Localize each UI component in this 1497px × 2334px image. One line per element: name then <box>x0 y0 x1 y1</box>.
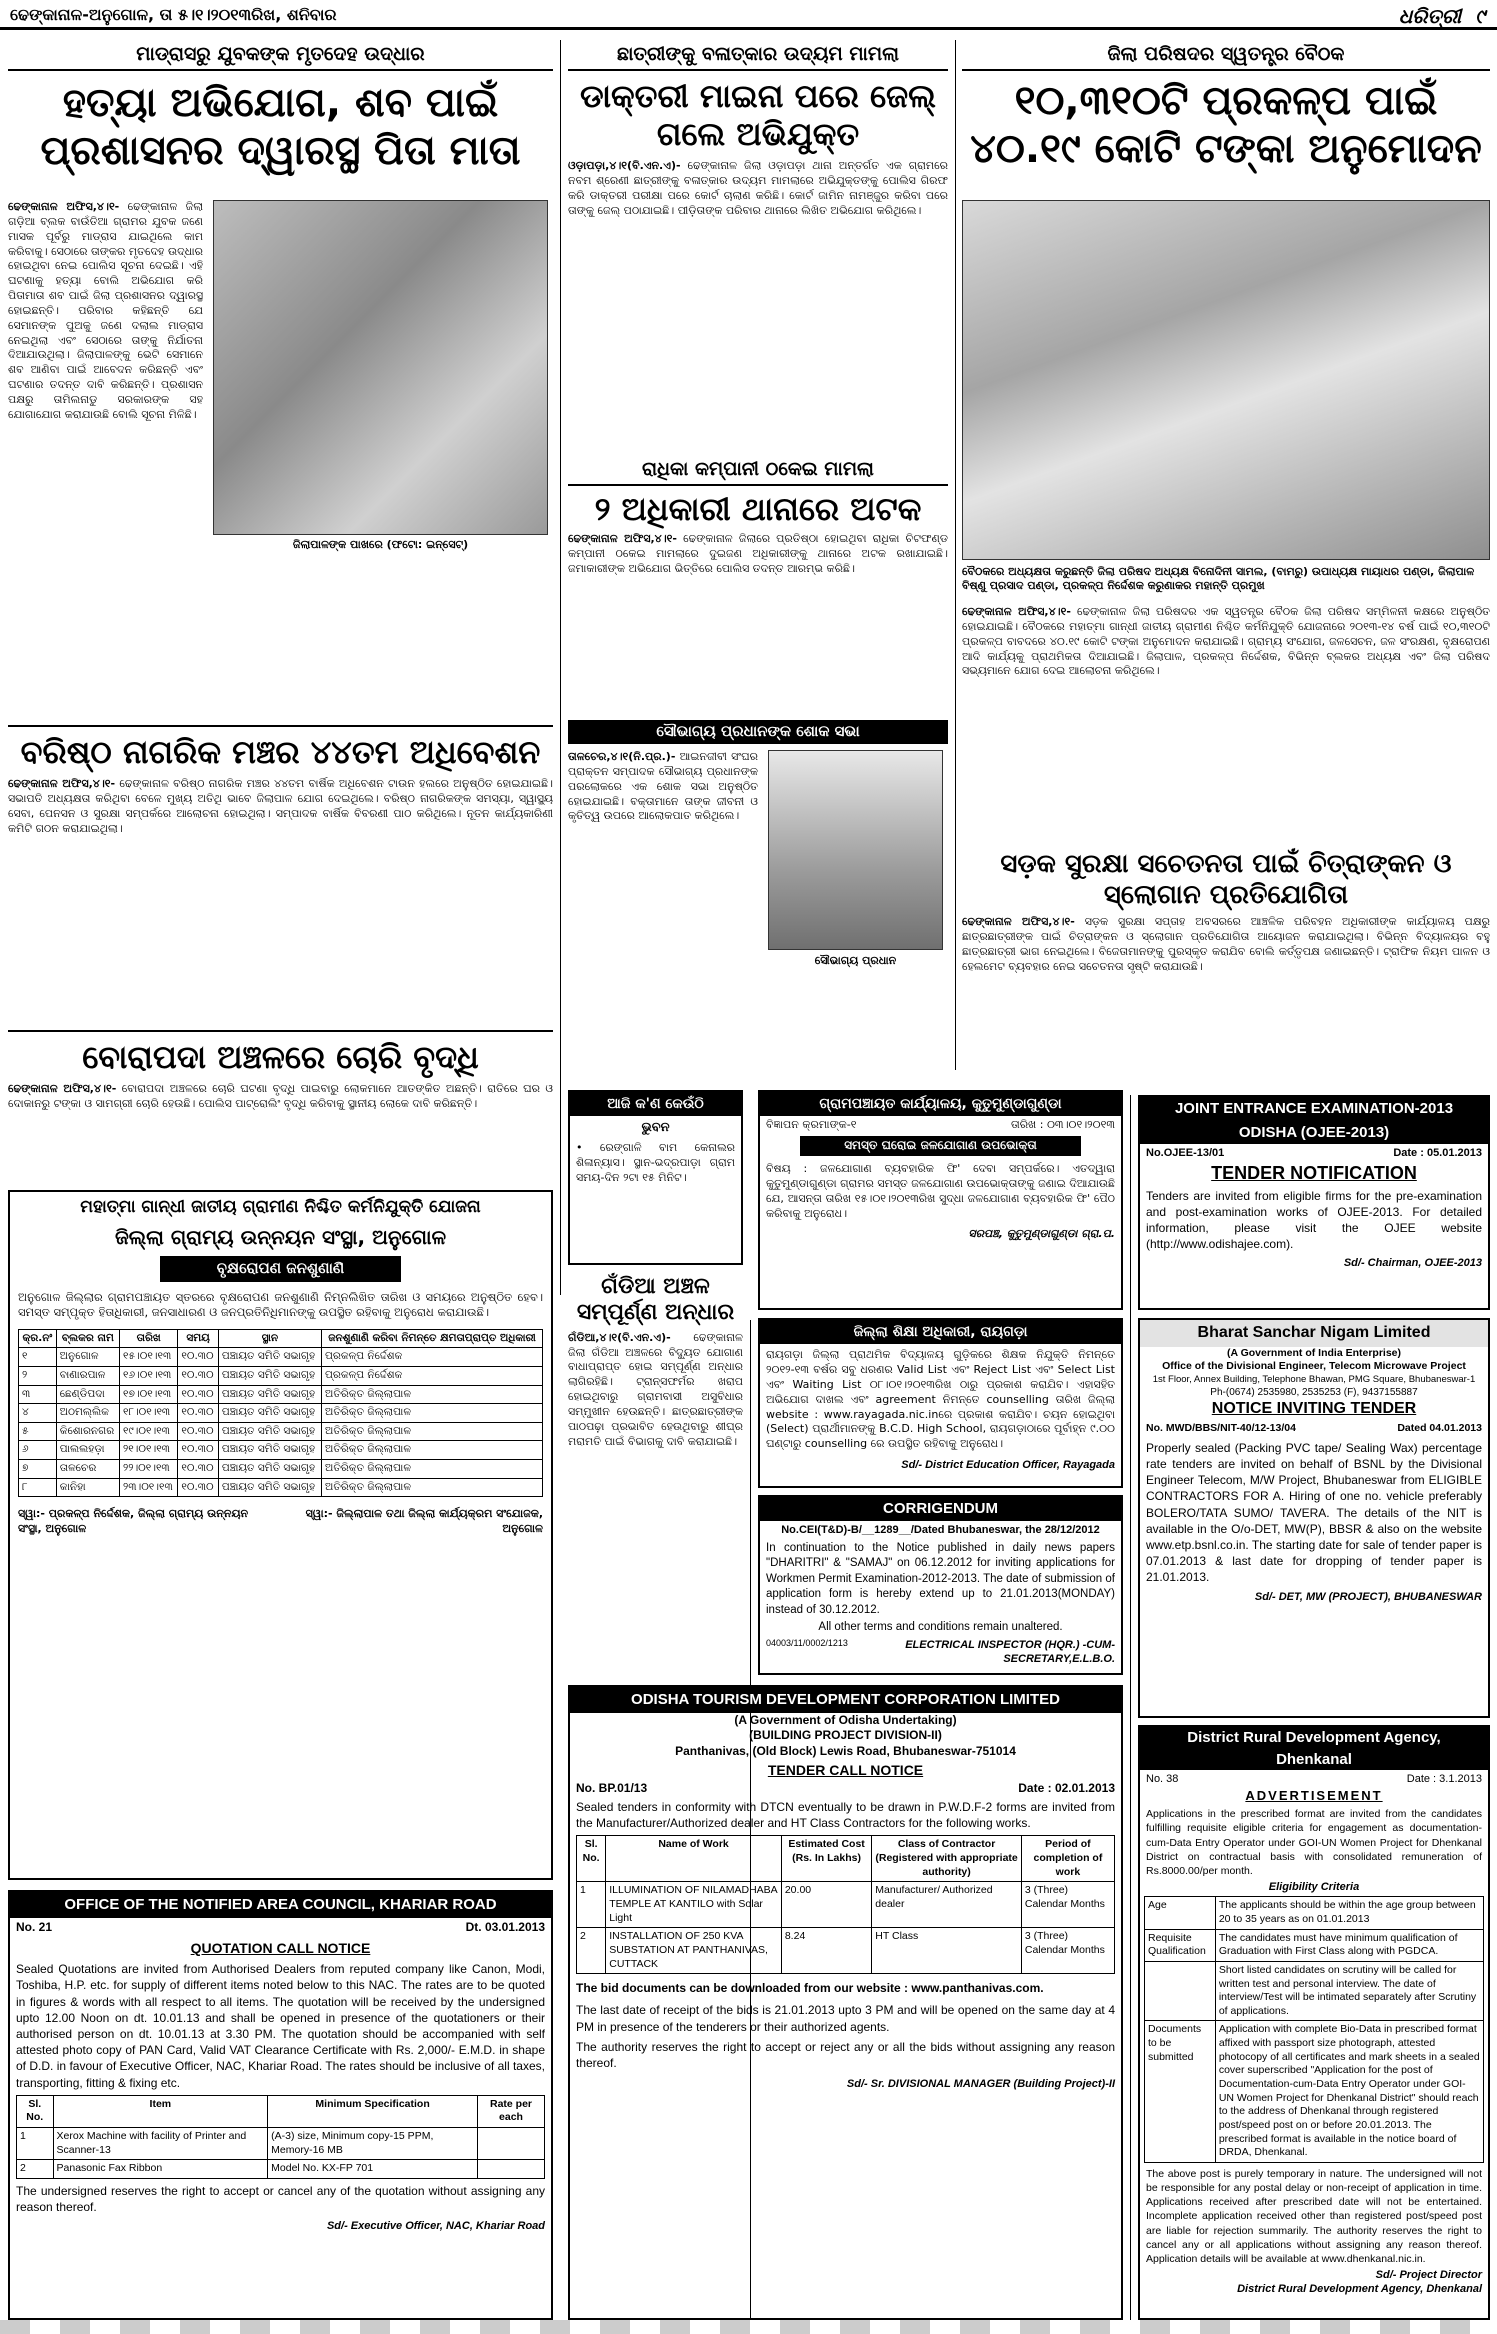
drda-table-row <box>1145 1929 1484 1961</box>
story-headline: ୧୦,୩୧୦ଟି ପ୍ରକଳ୍ପ ପାଇଁ ୪୦.୧୯ କୋଟି ଟଙ୍କା ଅନୁମୋଦନ <box>970 77 1482 172</box>
photo-caption: ଜିଲାପାଳଙ୍କ ପାଖରେ (ଫଟୋ: ଇନ୍‌ସେଟ୍) <box>292 538 469 551</box>
mgnrega-table-header-cell: ତାରିଖ <box>119 1329 177 1348</box>
ad-body: ରାୟଗଡ଼ା ଜିଲ୍ଲା ପ୍ରାଥମିକ ବିଦ୍ୟାଳୟ ଗୁଡ଼ିକରେ ଶିକ୍ଷକ ନିଯୁକ୍ତି ନିମନ୍ତେ ୨୦୧୨-୧୩ ବର୍ଷର ସବୁ ଧରଣର Valid List ଏବଂ Reject List ଏବଂ Select List ଏବଂ Waiting List ୦୮।୦୧।୨୦୧୩ରିଖ ଠାରୁ ପ୍ରକାଶ କରାଯିବ। ଏହାସହିତ ଅଭିଯୋଗ ଦାଖଲ ଏବଂ agreement ନିମନ୍ତେ counselling ତାରିଖ ଜିଲ୍ଲା website : www.rayagada.nic.inରେ ପ୍ରକାଶ କରାଯିବ। ଚୟନ ହୋଇଥିବା (Select) ପ୍ରାର୍ଥୀମାନଙ୍କୁ B.C.D. High School, ରାୟଗଡ଼ାଠାରେ ପୂର୍ବାହ୍ନ ୯.୦୦ ଘଣ୍ଟାରୁ counselling ରେ ଉପସ୍ଥିତ ରହିବାକୁ ଅନୁରୋଧ। <box>766 1348 1115 1451</box>
ad-date: Dated 04.01.2013 <box>1397 1422 1482 1435</box>
story-borapada-theft <box>8 1030 553 1180</box>
ad-para-1: The bid documents can be downloaded from our website : www.panthanivas.com. <box>576 1981 1044 1996</box>
ad-subtitle-2: Office of the Divisional Engineer, Telecom Microwave Project <box>1162 1360 1466 1373</box>
drda-table-cell: Documents to be submitted <box>1145 2021 1216 2162</box>
today-events-text: • ରେଙ୍ଗାଳି ବାମ କେନାଲର ଶିଳାନ୍ୟାସ। ସ୍ଥାନ-ଭଦ୍ରପାଡ଼ା ଗ୍ରାମ ସମୟ-ଦିନ ୨ଟା ୧୫ ମିନିଟ। <box>576 1141 735 1184</box>
story-accused-jailed <box>568 40 948 450</box>
page-bottom-strip <box>0 2320 1497 2334</box>
ad-date: Date : 3.1.2013 <box>1406 1773 1482 1785</box>
otdc-table-cell: HT Class <box>872 1928 1022 1974</box>
ad-number: ବିଜ୍ଞାପନ କ୍ରମାଙ୍କ-୧ <box>766 1118 857 1132</box>
otdc-table-cell: Manufacturer/ Authorized dealer <box>872 1882 1022 1928</box>
ad-notice-title: TENDER CALL NOTICE <box>767 1762 924 1779</box>
mgnrega-table-cell: ତାଳଚେର <box>56 1460 119 1479</box>
story-text: ଢେଙ୍କାନାଳ ଜିଲାରେ ପ୍ରତିଷ୍ଠା ହୋଇଥିବା ରାଧିକା ଚିଟଫଣ୍ଡ କମ୍ପାନୀ ଠକେଇ ମାମଲାରେ ଦୁଇଜଣ ଅଧିକାରୀଙ୍କୁ ଥାନାରେ ଅଟକ ରଖାଯାଇଛି। ଜମାକାରୀଙ୍କ ଅଭିଯୋଗ ଭିତ୍ତିରେ ପୋଲିସ ତଦନ୍ତ ଆରମ୍ଭ କରିଛି। <box>568 532 948 575</box>
nac-table-cell: (A-3) size, Minimum copy-15 PPM, Memory-16 MB <box>268 2128 478 2160</box>
ad-footer <box>760 1636 1121 1669</box>
mgnrega-table-cell: ଅତିରିକ୍ତ ଜିଲ୍ଲାପାଳ <box>322 1385 543 1404</box>
mgnrega-table-cell: ୧୦.୩୦ <box>178 1348 218 1367</box>
otdc-table-header-cell: Period of completion of work <box>1021 1836 1114 1882</box>
mgnrega-table-header-cell: ସ୍ଥାନ <box>218 1329 321 1348</box>
mgnrega-table-cell: ପ୍ରକଳ୍ପ ନିର୍ଦ୍ଦେଶକ <box>322 1348 543 1367</box>
story-dateline: ଓଡ଼ାପଡ଼ା,୪।୧(ବି.ଏନ.ଏ)- <box>568 159 681 173</box>
otdc-table-cell: 2 <box>577 1928 606 1974</box>
mgnrega-table-cell: ୧୬।୦୧।୧୩ <box>119 1366 177 1385</box>
folio-page <box>1399 3 1485 29</box>
otdc-table-cell: ILLUMINATION OF NILAMADHABA TEMPLE AT KANTILO with Solar Light <box>606 1882 782 1928</box>
nac-table-cell: 1 <box>17 2128 54 2160</box>
ad-meta <box>570 1781 1121 1797</box>
folio-dateline: ଢେଙ୍କାନାଳ-ଅନୁଗୋଳ, ତା ୫।୧।୨୦୧୩ରିଖ, ଶନିବାର <box>10 5 337 24</box>
ad-criteria-title: Eligibility Criteria <box>1268 1881 1360 1894</box>
ad-signature: ସରପଞ୍ଚ, କୁତୁମୁଣ୍ଡାଗୁଣ୍ଡା ଗ୍ରା.ପ. <box>968 1227 1115 1241</box>
ad-number: No. 38 <box>1146 1773 1179 1785</box>
nac-table-cell: Xerox Machine with facility of Printer and Scanner-13 <box>53 2128 268 2160</box>
nac-table-header-cell: Item <box>53 2095 268 2127</box>
story-headline: ବୋରାପଦା ଅଞ୍ଚଳରେ ଚୋରି ବୃଦ୍ଧି <box>82 1038 479 1076</box>
nac-table-cell: 2 <box>17 2160 54 2179</box>
column-rule <box>955 40 956 1070</box>
story-body <box>568 1331 743 1450</box>
today-events-title: ଆଜି କ'ଣ କେଉଁଠି <box>570 1092 741 1116</box>
otdc-table-header-cell: Name of Work <box>606 1836 782 1882</box>
mgnrega-table-header-cell: ଜନଶୁଣାଣି କରିବା ନିମନ୍ତେ କ୍ଷମତାପ୍ରାପ୍ତ ଅଧିକାରୀ <box>322 1329 543 1348</box>
ad-notice-title: NOTICE INVITING TENDER <box>1211 1400 1417 1418</box>
story-text: ଢେଙ୍କାନାଳ ଜିଲା ଓଡ଼ାପଡ଼ା ଥାନା ଅନ୍ତର୍ଗତ ଏକ ଗ୍ରାମରେ ନବମ ଶ୍ରେଣୀ ଛାତ୍ରୀଙ୍କୁ ବଳାତ୍କାର ଉଦ୍ୟମ ମାମଲାରେ ଅଭିଯୁକ୍ତଙ୍କୁ ପୋଲିସ ଗିରଫ କରି ଡାକ୍ତରୀ ପରୀକ୍ଷା ପରେ କୋର୍ଟ ଚାଲାଣ କରିଛି। କୋର୍ଟ ଜାମିନ ନାମଞ୍ଜୁର କରିବା ପରେ ତାଙ୍କୁ ଜେଲ୍ ପଠାଯାଇଛି। ପୀଡ଼ିତାଙ୍କ ପରିବାର ଥାନାରେ ଲିଖିତ ଅଭିଯୋଗ କରିଥିଲେ। <box>568 159 948 217</box>
mgnrega-table-cell: ୧୦.୩୦ <box>178 1460 218 1479</box>
column-rule <box>1130 1095 1131 2320</box>
story-headline: ସଡ଼କ ସୁରକ୍ଷା ସଚେତନତା ପାଇଁ ଚିତ୍ରାଙ୍କନ ଓ ସ୍ଲୋଗାନ ପ୍ରତିଯୋଗିତା <box>1000 849 1452 911</box>
section-rule <box>8 1030 553 1032</box>
drda-table-cell: Age <box>1145 1897 1216 1929</box>
mgnrega-table-cell: ୧୦.୩୦ <box>178 1366 218 1385</box>
mgnrega-table-cell: ୮ <box>19 1478 57 1497</box>
ad-body: Sealed Quotations are invited from Authorised Dealers from reputed company like Canon, Modi, Toshiba, H.P. etc. for supply of different items noted below to this NAC. The rates are to be quoted in figures & words with all respect to all items. The quotation will be received by the undersigned upto 12.00 Noon on dt. 10.01.13 and shall be opened in presence of the quotationers or their authorised person on dt. 10.01.13 at 3.30 PM. The quotation should be accompanied with self attested photo copy of PAN Card, Valid VAT Clearance Certificate with Rs. 2,000/- E.M.D. in shape of D.D. in favour of Executive Officer, NAC, Khariar Road. The rates should be inclusive of all taxes, transporting, fitting & fixing etc. <box>16 1962 545 2090</box>
ad-title: OFFICE OF THE NOTIFIED AREA COUNCIL, KHARIAR ROAD <box>10 1892 551 1918</box>
mgnrega-table-cell: ୨୩।୦୧।୧୩ <box>119 1478 177 1497</box>
ad-signature: Sd/- DET, MW (PROJECT), BHUBANESWAR <box>1254 1590 1482 1603</box>
ad-title-1: ମହାତ୍ମା ଗାନ୍ଧୀ ଜାତୀୟ ଗ୍ରାମୀଣ ନିଶ୍ଚିତ କର୍ମନିଯୁକ୍ତି ଯୋଜନା <box>80 1197 481 1217</box>
mgnrega-table-cell: କିଶୋରନଗର <box>56 1422 119 1441</box>
mgnrega-table-cell: ୨୨।୦୧।୧୩ <box>119 1460 177 1479</box>
ad-title: ଜିଲ୍ଲା ଶିକ୍ଷା ଅଧିକାରୀ, ରାୟଗଡ଼ା <box>760 1320 1121 1344</box>
story-text: ଢେଙ୍କାନାଳ ବରିଷ୍ଠ ନାଗରିକ ମଞ୍ଚର ୪୪ତମ ବାର୍ଷିକ ଅଧିବେଶନ ଟାଉନ ହଲରେ ଅନୁଷ୍ଠିତ ହୋଇଯାଇଛି। ସଭାପତି ଅଧ୍ୟକ୍ଷତା କରିଥିବା ବେଳେ ମୁଖ୍ୟ ଅତିଥି ଭାବେ ଜିଲାପାଳ ଯୋଗ ଦେଇଥିଲେ। ବରିଷ୍ଠ ନାଗରିକଙ୍କ ସମସ୍ୟା, ସ୍ୱାସ୍ଥ୍ୟ ସେବା, ପେନସନ ଓ ସୁରକ୍ଷା ସମ୍ପର୍କରେ ଆଲୋଚନା ହୋଇଥିଲା। ସମ୍ପାଦକ ବାର୍ଷିକ ବିବରଣୀ ପାଠ କରିଥିଲେ। ନୂତନ କାର୍ଯ୍ୟକାରିଣୀ କମିଟି ଗଠନ କରାଯାଇଥିଲା। <box>8 777 553 835</box>
story-headline: ବରିଷ୍ଠ ନାଗରିକ ମଞ୍ଚର ୪୪ତମ ଅଧିବେଶନ <box>20 733 541 771</box>
ad-signature-2: ସ୍ୱା:- ଜିଲ୍ଲାପାଳ ତଥା ଜିଲ୍ଲା କାର୍ଯ୍ୟକ୍ରମ ସଂଯୋଜକ, ଅନୁଗୋଳ <box>305 1507 543 1535</box>
ad-notice-title: QUOTATION CALL NOTICE <box>190 1940 371 1957</box>
story-dateline: ଢେଙ୍କାନାଳ ଅଫିସ,୪।୧- <box>8 1082 117 1096</box>
ad-title-1: JOINT ENTRANCE EXAMINATION-2013 <box>1140 1097 1488 1121</box>
mgnrega-table-cell: ଛେଣ୍ଡିପଦା <box>56 1385 119 1404</box>
mgnrega-table-cell: ୧ <box>19 1348 57 1367</box>
ad-intro: Applications in the prescribed format are invited from the candidates fulfilling requisite eligible criteria for engagement as documentation-cum-Data Entry Operator under GOI-UN Women Project for Dhenkanal District on contractual basis with consolidated remuneration of Rs.8000.00/per month. <box>1146 1808 1482 1877</box>
ad-footer: The above post is purely temporary in nature. The undersigned will not be responsible for any postal delay or non-receipt of application in time. Applications received after prescribed date will not be entertained. Incomplete application received other than registered post/speed post are liable for rejection summarily. The authority reserves the right to cancel any or all applications without assigning any reason thereof. Application details will be available at www.dhenkanal.nic.in. <box>1146 2167 1482 2265</box>
mgnrega-table-cell: ଅତିରିକ୍ତ ଜିଲ୍ଲାପାଳ <box>322 1441 543 1460</box>
drda-table-cell: The applicants should be within the age group between 20 to 35 years as on 01.01.2013 <box>1215 1897 1483 1929</box>
meeting-photo <box>962 200 1490 560</box>
ad-bsnl-tender <box>1138 1318 1490 1718</box>
story-body <box>8 200 203 428</box>
ad-signature: ELECTRICAL INSPECTOR (HQR.) -CUM-SECRETARY,E.L.B.O. <box>905 1638 1115 1666</box>
ad-notice-title: TENDER NOTIFICATION <box>1211 1163 1417 1184</box>
mgnrega-table-cell: ୩ <box>19 1385 57 1404</box>
ad-signature-1: Sd/- Project Director <box>1375 2269 1482 2282</box>
photo-caption: ବୈଠକରେ ଅଧ୍ୟକ୍ଷତା କରୁଛନ୍ତି ଜିଲା ପରିଷଦ ଅଧ୍ୟକ୍ଷ ବିନୋଦିନୀ ସାମଲ, (ବାମରୁ) ଉପାଧ୍ୟକ୍ଷ ମାୟାଧର ପଣ୍ଡା, ଜିଲାପାଳ ବିଷ୍ଣୁ ପ୍ରସାଦ ପଣ୍ଡା, ପ୍ରକଳ୍ପ ନିର୍ଦ୍ଦେଶକ କରୁଣାକର ମହାନ୍ତି ପ୍ରମୁଖ <box>962 565 1475 593</box>
nac-table-header-cell: Sl. No. <box>17 2095 54 2127</box>
mgnrega-table-cell: ବାଣାରପାଳ <box>56 1366 119 1385</box>
mgnrega-table-cell: ୧୦.୩୦ <box>178 1422 218 1441</box>
mgnrega-table-row <box>19 1348 543 1367</box>
mgnrega-table-cell: ପଞ୍ଚାୟତ ସମିତି ସଭାଗୃହ <box>218 1441 321 1460</box>
mgnrega-table-header-cell: ସମୟ <box>178 1329 218 1348</box>
ad-district-education <box>758 1318 1123 1488</box>
story-text: ଢେଙ୍କାନାଳ ଜିଲା ଗଡ଼ିଆ ବ୍ଲକ ବାଉଁତିଆ ଗ୍ରାମର ଯୁବକ ଜଣେ ମାସକ ପୂର୍ବରୁ ମାଡ୍ରାସ ଯାଇଥିଲେ କାମ କରିବାକୁ। ସେଠାରେ ତାଙ୍କର ମୃତଦେହ ଉଦ୍ଧାର ହୋଇଥିବା ନେଇ ପୋଲିସ ସୂଚନା ଦେଇଛି। ଏହି ଘଟଣାକୁ ହତ୍ୟା ବୋଲି ଅଭିଯୋଗ କରି ପିତାମାତା ଶବ ପାଇଁ ଜିଲା ପ୍ରଶାସନର ଦ୍ୱାରସ୍ଥ ହୋଇଛନ୍ତି। ପରିବାର କହିଛନ୍ତି ଯେ ସେମାନଙ୍କ ପୁଅକୁ ଜଣେ ଦଲାଲ ମାଡ୍ରାସ ନେଇଥିଲା ଏବଂ ସେଠାରେ ତାଙ୍କୁ ନିର୍ଯାତନା ଦିଆଯାଉଥିଲା। ଜିଲାପାଳଙ୍କୁ ଭେଟି ସେମାନେ ଶବ ଆଣିବା ପାଇଁ ଆବେଦନ କରିଛନ୍ତି ଏବଂ ଘଟଣାର ତଦନ୍ତ ଦାବି କରିଛନ୍ତି। ପ୍ରଶାସନ ପକ୍ଷରୁ ତାମିଲନାଡୁ ସରକାରଙ୍କ ସହ ଯୋଗାଯୋଗ କରାଯାଉଛି ବୋଲି ସୂଚନା ମିଳିଛି। <box>8 200 204 421</box>
otdc-table-cell: INSTALLATION OF 250 KVA SUBSTATION AT PANTHANIVAS, CUTTACK <box>606 1928 782 1974</box>
story-kicker: ଜିଲା ପରିଷଦର ସ୍ୱତନ୍ତ୍ର ବୈଠକ <box>962 40 1490 71</box>
today-events-box <box>568 1090 743 1265</box>
mgnrega-table-cell: ଅତିରିକ୍ତ ଜିଲ୍ଲାପାଳ <box>322 1478 543 1497</box>
story-body <box>568 159 948 218</box>
mgnrega-table-cell: ୧୯।୦୧।୧୩ <box>119 1422 177 1441</box>
ad-number: No. BP.01/13 <box>576 1781 648 1796</box>
story-headline: ଗଁଡିଆ ଅଞ୍ଚଳ ସମ୍ପୂର୍ଣ୍ଣ ଅନ୍ଧାର <box>576 1274 735 1326</box>
ad-body: Tenders are invited from eligible firms for the pre-examination and post-examination works of OJEE-2013. For detailed information, please visit the OJEE website (http://www.odishajee.com). <box>1146 1188 1482 1252</box>
drda-table-row <box>1145 1897 1484 1929</box>
ad-corrigendum <box>758 1495 1123 1675</box>
nac-table-header-cell: Minimum Specification <box>268 2095 478 2127</box>
mgnrega-table-cell: ୨୧।୦୧।୧୩ <box>119 1441 177 1460</box>
story-headline: ୨ ଅଧିକାରୀ ଥାନାରେ ଅଟକ <box>594 489 922 528</box>
mgnrega-table-cell: ୫ <box>19 1422 57 1441</box>
ad-table-wrap <box>10 2093 551 2181</box>
story-obituary <box>568 720 948 1055</box>
ad-subtitle-2: (BUILDING PROJECT DIVISION-II) <box>749 1728 942 1743</box>
ad-subtitle: ବୃକ୍ଷରୋପଣ ଜନଶୁଣାଣି <box>160 1256 401 1282</box>
story-dateline: ଢେଙ୍କାନାଳ ଅଫିସ,୪।୧- <box>568 532 677 546</box>
story-kicker: ମାଡ୍ରାସରୁ ଯୁବକଙ୍କ ମୃତଦେହ ଉଦ୍ଧାର <box>8 40 553 71</box>
ad-mgnrega <box>8 1190 553 1880</box>
nac-table-header-cell: Rate per each <box>478 2095 545 2127</box>
story-text: ସଡ଼କ ସୁରକ୍ଷା ସପ୍ତାହ ଅବସରରେ ଆଞ୍ଚଳିକ ପରିବହନ ଅଧିକାରୀଙ୍କ କାର୍ଯ୍ୟାଳୟ ପକ୍ଷରୁ ଛାତ୍ରଛାତ୍ରୀଙ୍କ ପାଇଁ ଚିତ୍ରାଙ୍କନ ଓ ସ୍ଲୋଗାନ ପ୍ରତିଯୋଗିତା ଆୟୋଜନ କରାଯାଇଥିଲା। ବିଭିନ୍ନ ବିଦ୍ୟାଳୟର ବହୁ ଛାତ୍ରଛାତ୍ରୀ ଭାଗ ନେଇଥିଲେ। ବିଜେତାମାନଙ୍କୁ ପୁରସ୍କୃତ କରାଯିବ ବୋଲି କର୍ତ୍ତୃପକ୍ଷ ଜଣାଇଛନ୍ତି। ଟ୍ରାଫିକ ନିୟମ ପାଳନ ଓ ହେଲମେଟ ବ୍ୟବହାର ନେଇ ସଚେତନତା ସୃଷ୍ଟି କରାଯାଉଛି। <box>962 915 1490 973</box>
mgnrega-table-cell: ପଞ୍ଚାୟତ ସମିତି ସଭାଗୃହ <box>218 1422 321 1441</box>
otdc-table-header-cell: Class of Contractor (Registered with appropriate authority) <box>872 1836 1022 1882</box>
mgnrega-table-row <box>19 1366 543 1385</box>
section-rule <box>8 725 553 727</box>
mgnrega-table <box>18 1329 543 1498</box>
ad-body-2: All other terms and conditions remain unaltered. <box>818 1621 1063 1634</box>
mgnrega-table-cell: ୧୭।୦୧।୧୩ <box>119 1385 177 1404</box>
nac-table-row <box>17 2128 545 2160</box>
mgnrega-table-row <box>19 1478 543 1497</box>
drda-table-cell: Requisite Qualification <box>1145 1929 1216 1961</box>
story-senior-citizens <box>8 725 553 1025</box>
ad-number: No. 21 <box>16 1919 53 1934</box>
story-dateline: ଗଁଡିଆ,୪।୧(ବି.ଏନ.ଏ)- <box>568 1330 671 1344</box>
ad-title: CORRIGENDUM <box>760 1497 1121 1521</box>
ad-date: Dt. 03.01.2013 <box>465 1919 545 1934</box>
story-text: ଢେଙ୍କାନାଳ ଜିଲା ଗଁଡିଆ ଅଞ୍ଚଳରେ ବିଦ୍ୟୁତ ଯୋଗାଣ ବାଧାପ୍ରାପ୍ତ ହୋଇ ସମ୍ପୂର୍ଣ୍ଣ ଅନ୍ଧାର ଲାଗିରହିଛି। ଟ୍ରାନ୍ସଫର୍ମର ଖରାପ ହୋଇଥିବାରୁ ଗ୍ରାମବାସୀ ଅସୁବିଧାର ସମ୍ମୁଖୀନ ହେଉଛନ୍ତି। ଛାତ୍ରଛାତ୍ରୀଙ୍କ ପାଠପଢ଼ା ପ୍ରଭାବିତ ହେଉଥିବାରୁ ଶୀଘ୍ର ମରାମତି ପାଇଁ ବିଭାଗକୁ ଦାବି କରାଯାଇଛି। <box>568 1330 743 1448</box>
story-dateline: ତାଳଚେର,୪।୧(ନି.ପ୍ର.)- <box>568 750 676 763</box>
ad-body: Properly sealed (Packing PVC tape/ Sealing Wax) percentage rate tenders are invited on behalf of BSNL by the Divisional Engineer Telecom, M/W Project, Bhubaneswar from ELIGIBLE CONTRACTORS FOR A. Hiring of one no. vehicle preferably BOLERO/TATA SUMO/ TAVERA. The details of the NIT is available in the O/o-DET, MW(P), BBSR & also on the website www.etp.bsnl.co.in. The starting date for sale of tender paper is 07.01.2013 & last date for dropping of tender paper is 21.01.2013. <box>1146 1440 1482 1585</box>
ad-signature: Sd/- Chairman, OJEE-2013 <box>1343 1257 1482 1270</box>
ad-table-wrap <box>1140 1894 1488 2165</box>
ad-title: Bharat Sanchar Nigam Limited <box>1140 1320 1488 1347</box>
mgnrega-table-row <box>19 1385 543 1404</box>
story-headline: ଡାକ୍ତରୀ ମାଇନା ପରେ ଜେଲ୍ ଗଲେ ଅଭିଯୁକ୍ତ <box>580 76 936 154</box>
ad-title-2: ଜିଲ୍ଲା ଗ୍ରାମ୍ୟ ଉନ୍ନୟନ ସଂସ୍ଥା, ଅନୁଗୋଳ <box>114 1225 447 1250</box>
mgnrega-table-cell: ଅତିରିକ୍ତ ଜିଲ୍ଲାପାଳ <box>322 1460 543 1479</box>
ad-date: Date : 02.01.2013 <box>1018 1781 1115 1796</box>
ad-phone: Ph-(0674) 2535980, 2535253 (F), 9437155887 <box>1210 1387 1418 1399</box>
mgnrega-table-cell: ପାଲଲହଡ଼ା <box>56 1441 119 1460</box>
story-dateline: ଢେଙ୍କାନାଳ ଅଫିସ,୪।୧- <box>8 200 120 213</box>
ad-ojee-tender <box>1138 1095 1490 1310</box>
mgnrega-table-cell: ପଞ୍ଚାୟତ ସମିତି ସଭାଗୃହ <box>218 1366 321 1385</box>
ad-address: 1st Floor, Annex Building, Telephone Bhawan, PMG Square, Bhubaneswar-1 <box>1152 1374 1476 1386</box>
story-headline: ହତ୍ୟା ଅଭିଯୋଗ, ଶବ ପାଇଁ ପ୍ରଶାସନର ଦ୍ୱାରସ୍ଥ ପିତା ମାତା <box>40 79 521 174</box>
story-zilla-parishad <box>962 40 1490 840</box>
mgnrega-table-cell: ପଞ୍ଚାୟତ ସମିତି ସଭାଗୃହ <box>218 1385 321 1404</box>
ad-gram-panchayat <box>758 1090 1123 1310</box>
ad-signatures <box>10 1501 551 1542</box>
mgnrega-table-cell: ଅତିରିକ୍ତ ଜିଲ୍ଲାପାଳ <box>322 1422 543 1441</box>
ad-reference: No.CEI(T&D)-B/__1289__/Dated Bhubaneswar, the 28/12/2012 <box>781 1523 1100 1536</box>
ad-meta <box>760 1116 1121 1134</box>
mgnrega-table-cell: ୧୦.୩୦ <box>178 1404 218 1423</box>
ad-title-2: Dhenkanal <box>1140 1749 1488 1771</box>
story-body <box>568 532 948 577</box>
story-photo <box>213 200 548 535</box>
mgnrega-table-cell: ୧୦.୩୦ <box>178 1478 218 1497</box>
ad-date: ତାରିଖ : ୦୩।୦୧।୨୦୧୩ <box>1010 1118 1115 1132</box>
ad-body: ବିଷୟ : ଜଳଯୋଗାଣ ବ୍ୟବହାରିକ ଫି' ଦେବା ସମ୍ପର୍କରେ। ଏତଦ୍ୱାରା କୁତୁମୁଣ୍ଡାଗୁଣ୍ଡା ଗ୍ରାମର ସମସ୍ତ ଜଳଯୋଗାଣ ଉପଭୋକ୍ତାଙ୍କୁ ଜଣାଇ ଦିଆଯାଉଛି ଯେ, ଆସନ୍ତା ତାରିଖ ୧୫।୦୧।୨୦୧୩ରିଖ ସୁଦ୍ଧା ଜଳଯୋଗାଣ ବ୍ୟବହାରିକ ଫି' ପୈଠ କରିବାକୁ ଅନୁରୋଧ। <box>766 1162 1115 1220</box>
mgnrega-table-cell: ପଞ୍ଚାୟତ ସମିତି ସଭାଗୃହ <box>218 1348 321 1367</box>
ad-nac-quotation <box>8 1890 553 2320</box>
otdc-table-row <box>577 1882 1115 1928</box>
ad-para-2: The last date of receipt of the bids is 21.01.2013 upto 3 PM and will be opened on the same day at 4 PM in presence of the tenderers or their authorized agents. <box>576 2003 1115 2034</box>
mgnrega-table-row <box>19 1441 543 1460</box>
mgnrega-table-row <box>19 1422 543 1441</box>
mgnrega-table-cell: ପଞ୍ଚାୟତ ସମିତି ସଭାଗୃହ <box>218 1404 321 1423</box>
otdc-table-cell: 1 <box>577 1882 606 1928</box>
ad-intro: Sealed tenders in conformity with DTCN eventually to be drawn in P.W.D.F-2 forms are invited from the Manufacturer/Authorized dealer and HT Class Contractors for the following works. <box>576 1800 1115 1831</box>
nac-table <box>16 2095 545 2179</box>
mgnrega-table-cell: ପଞ୍ଚାୟତ ସମିତି ସଭାଗୃହ <box>218 1460 321 1479</box>
nac-table-row <box>17 2160 545 2179</box>
drda-table-row <box>1145 2021 1484 2162</box>
mgnrega-table-row <box>19 1404 543 1423</box>
story-parents-seek-body <box>8 40 553 720</box>
ad-title-2: ODISHA (OJEE-2013) <box>1140 1121 1488 1145</box>
ad-subtitle-1: (A Government of Odisha Undertaking) <box>734 1712 957 1727</box>
mgnrega-table-cell: ୨ <box>19 1366 57 1385</box>
ad-title: ODISHA TOURISM DEVELOPMENT CORPORATION LIMITED <box>570 1687 1121 1713</box>
folio-bar <box>0 0 1497 30</box>
ad-para-3: The authority reserves the right to accept or reject any or all the bids without assigning any reason thereof. <box>576 2039 1115 2070</box>
mgnrega-table-header-cell: ବ୍ଲକର ନାମ <box>56 1329 119 1348</box>
ad-advertisement-label: ADVERTISEMENT <box>1245 1788 1383 1804</box>
otdc-table-header-cell: Sl. No. <box>577 1836 606 1882</box>
mgnrega-table-cell: ୧୫।୦୧।୧୩ <box>119 1348 177 1367</box>
ad-footer: The undersigned reserves the right to accept or cancel any of the quotation without assigning any reason thereof. <box>16 2183 545 2215</box>
ad-table-wrap <box>10 1325 551 1502</box>
otdc-table-cell: 3 (Three) Calendar Months <box>1021 1928 1114 1974</box>
drda-table-cell: The candidates must have minimum qualification of Graduation with First Class along with PGDCA. <box>1215 1929 1483 1961</box>
ad-subtitle: ସମସ୍ତ ଘରୋଇ ଜଳଯୋଗାଣ ଉପଭୋକ୍ତା <box>800 1136 1081 1156</box>
photo-caption: ସୌଭାଗ୍ୟ ପ୍ରଧାନ <box>814 954 897 967</box>
drda-table-cell: Short listed candidates on scrutiny will be called for written test and personal interview. The date of interview/Test will be intimated separately after Scrutiny of applications. <box>1215 1961 1483 2021</box>
today-events-venue: ଭୁବନ <box>641 1120 670 1136</box>
ad-number: No. MWD/BBS/NIT-40/12-13/04 <box>1146 1422 1296 1435</box>
ad-meta <box>1140 1144 1488 1162</box>
mgnrega-table-cell: ୧୮।୦୧।୧୩ <box>119 1404 177 1423</box>
story-kicker: ଛାତ୍ରୀଙ୍କୁ ବଳାତ୍କାର ଉଦ୍ୟମ ମାମଲା <box>568 40 948 71</box>
story-body <box>8 1082 553 1112</box>
ad-meta <box>1140 1420 1488 1438</box>
ad-signature-2: District Rural Development Agency, Dhenkanal <box>1237 2283 1482 2296</box>
drda-table-cell <box>1145 1961 1216 2021</box>
story-radhika-fraud <box>568 455 948 715</box>
drda-table-row <box>1145 1961 1484 2021</box>
ad-subtitle-1: (A Government of India Enterprise) <box>1226 1346 1402 1359</box>
mgnrega-table-cell: କାନିହା <box>56 1478 119 1497</box>
column-rule <box>560 40 561 1295</box>
story-road-safety <box>962 845 1490 1080</box>
mgnrega-table-cell: ଅନୁଗୋଳ <box>56 1348 119 1367</box>
story-body <box>568 750 758 829</box>
story-body <box>962 915 1490 974</box>
mgnrega-table-header-cell: କ୍ର.ନଂ <box>19 1329 57 1348</box>
ad-signature-1: ସ୍ୱା:- ପ୍ରକଳ୍ପ ନିର୍ଦ୍ଦେଶକ, ଜିଲ୍ଲା ଗ୍ରାମ୍ୟ ଉନ୍ନୟନ ସଂସ୍ଥା, ଅନୁଗୋଳ <box>18 1507 249 1535</box>
story-dateline: ଢେଙ୍କାନାଳ ଅଫିସ,୪।୧- <box>962 605 1071 618</box>
story-body <box>962 605 1490 684</box>
portrait-photo <box>768 750 943 950</box>
story-kicker: ସୌଭାଗ୍ୟ ପ୍ରଧାନଙ୍କ ଶୋକ ସଭା <box>568 720 948 744</box>
nac-table-cell: Panasonic Fax Ribbon <box>53 2160 268 2179</box>
mgnrega-table-cell: ୧୦.୩୦ <box>178 1441 218 1460</box>
ad-body: In continuation to the Notice published in daily news papers "DHARITRI" & "SAMAJ" on 06.12.2012 for inviting applications for Workmen Permit Examination-2012-2013. The date of submission of application form is hereby extend up to 21.01.2013(MONDAY) instead of 30.12.2012. <box>766 1541 1115 1616</box>
ad-meta <box>10 1918 551 1938</box>
drda-table <box>1144 1896 1484 2163</box>
ad-number: No.OJEE-13/01 <box>1146 1147 1225 1159</box>
ad-signature: Sd/- Sr. DIVISIONAL MANAGER (Building Project)-II <box>846 2078 1115 2091</box>
otdc-table-header-cell: Estimated Cost (Rs. In Lakhs) <box>781 1836 871 1882</box>
ad-address: Panthanivas, (Old Block) Lewis Road, Bhubaneswar-751014 <box>675 1743 1016 1758</box>
drda-table-cell: Application with complete Bio-Data in prescribed format affixed with passport size photograph, attested photocopy of all certificates and mark sheets in a sealed cover superscribed "Application for the post of Documentation-cum-Data Entry Operator under GOI-UN Women Project for Dhenkanal District" should reach to the address of Dhenkanal through registered post/speed post on or before 20.01.2013. The prescribed format is available in the notice board of DRDA, Dhenkanal. <box>1215 2021 1483 2162</box>
ad-date: Date : 05.01.2013 <box>1393 1147 1482 1159</box>
folio-page-number: ୯ <box>1475 4 1485 28</box>
ad-table-wrap <box>570 1833 1121 1976</box>
ad-otdc-tender <box>568 1685 1123 2320</box>
nac-table-cell <box>478 2128 545 2160</box>
ad-signature: Sd/- District Education Officer, Rayagada <box>901 1459 1115 1472</box>
story-body <box>8 777 553 836</box>
ad-title-1: District Rural Development Agency, <box>1140 1727 1488 1749</box>
mgnrega-table-cell: ୬ <box>19 1441 57 1460</box>
story-dateline: ଢେଙ୍କାନାଳ ଅଫିସ,୪।୧- <box>962 915 1075 929</box>
mgnrega-table-cell: ୪ <box>19 1404 57 1423</box>
mgnrega-table-row <box>19 1460 543 1479</box>
folio-paper-name: ଧରିତ୍ରୀ <box>1398 4 1462 28</box>
otdc-table <box>576 1835 1115 1974</box>
ad-body: ଅନୁଗୋଳ ଜିଲ୍ଲାର ଗ୍ରାମପଞ୍ଚାୟତ ସ୍ତରରେ ବୃକ୍ଷରୋପଣ ଜନଶୁଣାଣି ନିମ୍ନଲିଖିତ ତାରିଖ ଓ ସମୟରେ ଅନୁଷ୍ଠିତ ହେବ। ସମସ୍ତ ସମ୍ପୃକ୍ତ ହିତାଧିକାରୀ, ଜନସାଧାରଣ ଓ ଜନପ୍ରତିନିଧିମାନଙ୍କୁ ଉପସ୍ଥିତ ରହିବାକୁ ଅନୁରୋଧ କରାଯାଉଛି। <box>18 1289 543 1320</box>
nac-table-cell: Model No. KX-FP 701 <box>268 2160 478 2179</box>
story-kicker: ରାଧିକା କମ୍ପାନୀ ଠକେଇ ମାମଲା <box>568 455 948 486</box>
story-text: ଆଇନଜୀବୀ ସଂଘର ପ୍ରାକ୍ତନ ସମ୍ପାଦକ ସୌଭାଗ୍ୟ ପ୍ରଧାନଙ୍କ ପରଲୋକରେ ଏକ ଶୋକ ସଭା ଅନୁଷ୍ଠିତ ହୋଇଯାଇଛି। ବକ୍ତାମାନେ ତାଙ୍କ ଜୀବନୀ ଓ କୃତିତ୍ୱ ଉପରେ ଆଲୋକପାତ କରିଥିଲେ। <box>568 750 758 823</box>
mgnrega-table-cell: ପ୍ରକଳ୍ପ ନିର୍ଦ୍ଦେଶକ <box>322 1366 543 1385</box>
ad-drda-advertisement <box>1138 1725 1490 2320</box>
ad-meta <box>1140 1770 1488 1788</box>
story-text: ଢେଙ୍କାନାଳ ଜିଲା ପରିଷଦର ଏକ ସ୍ୱତନ୍ତ୍ର ବୈଠକ ଜିଲା ପରିଷଦ ସମ୍ମିଳନୀ କକ୍ଷରେ ଅନୁଷ୍ଠିତ ହୋଇଯାଇଛି। ବୈଠକରେ ମହାତ୍ମା ଗାନ୍ଧୀ ଜାତୀୟ ଗ୍ରାମୀଣ ନିଶ୍ଚିତ କର୍ମନିଯୁକ୍ତି ଯୋଜନାରେ ୨୦୧୩-୧୪ ବର୍ଷ ପାଇଁ ୧୦,୩୧୦ଟି ପ୍ରକଳ୍ପ ବାବଦରେ ୪୦.୧୯ କୋଟି ଟଙ୍କା ଅନୁମୋଦନ କରାଯାଇଛି। ଗ୍ରାମ୍ୟ ସଂଯୋଗ, ଜଳସେଚନ, ଜଳ ସଂରକ୍ଷଣ, ବୃକ୍ଷରୋପଣ ଆଦି କାର୍ଯ୍ୟକୁ ପ୍ରାଥମିକତା ଦିଆଯାଇଛି। ଜିଲାପାଳ, ପ୍ରକଳ୍ପ ନିର୍ଦ୍ଦେଶକ, ବିଭିନ୍ନ ବ୍ଲକର ଅଧ୍ୟକ୍ଷ ଏବଂ ଜିଲା ପରିଷଦ ସଭ୍ୟମାନେ ଯୋଗ ଦେଇ ଆଲୋଚନା କରିଥିଲେ। <box>962 605 1490 678</box>
otdc-table-cell: 3 (Three) Calendar Months <box>1021 1882 1114 1928</box>
mgnrega-table-cell: ଅଠମଲ୍ଲିକ <box>56 1404 119 1423</box>
nac-table-cell <box>478 2160 545 2179</box>
otdc-table-cell: 8.24 <box>781 1928 871 1974</box>
ad-code: 04003/11/0002/1213 <box>766 1637 848 1648</box>
story-text: ବୋରାପଦା ଅଞ୍ଚଳରେ ଚୋରି ଘଟଣା ବୃଦ୍ଧି ପାଇବାରୁ ଲୋକମାନେ ଆତଙ୍କିତ ଅଛନ୍ତି। ରାତିରେ ଘର ଓ ଦୋକାନରୁ ଟଙ୍କା ଓ ସାମଗ୍ରୀ ଚୋରି ହେଉଛି। ପୋଲିସ ପାଟ୍ରୋଲିଂ ବୃଦ୍ଧି କରିବାକୁ ସ୍ଥାନୀୟ ଲୋକେ ଦାବି କରିଛନ୍ତି। <box>8 1082 553 1111</box>
ad-signature: Sd/- Executive Officer, NAC, Khariar Road <box>326 2220 545 2233</box>
story-dateline: ଢେଙ୍କାନାଳ ଅଫିସ,୪।୧- <box>8 777 116 791</box>
mgnrega-table-cell: ୭ <box>19 1460 57 1479</box>
mgnrega-table-cell: ୧୦.୩୦ <box>178 1385 218 1404</box>
mgnrega-table-cell: ଅତିରିକ୍ତ ଜିଲ୍ଲାପାଳ <box>322 1404 543 1423</box>
otdc-table-cell: 20.00 <box>781 1882 871 1928</box>
otdc-table-row <box>577 1928 1115 1974</box>
ad-title: ଗ୍ରାମପଞ୍ଚାୟତ କାର୍ଯ୍ୟାଳୟ, କୁତୁମୁଣ୍ଡାଗୁଣ୍ଡା <box>760 1092 1121 1116</box>
mgnrega-table-cell: ପଞ୍ଚାୟତ ସମିତି ସଭାଗୃହ <box>218 1478 321 1497</box>
